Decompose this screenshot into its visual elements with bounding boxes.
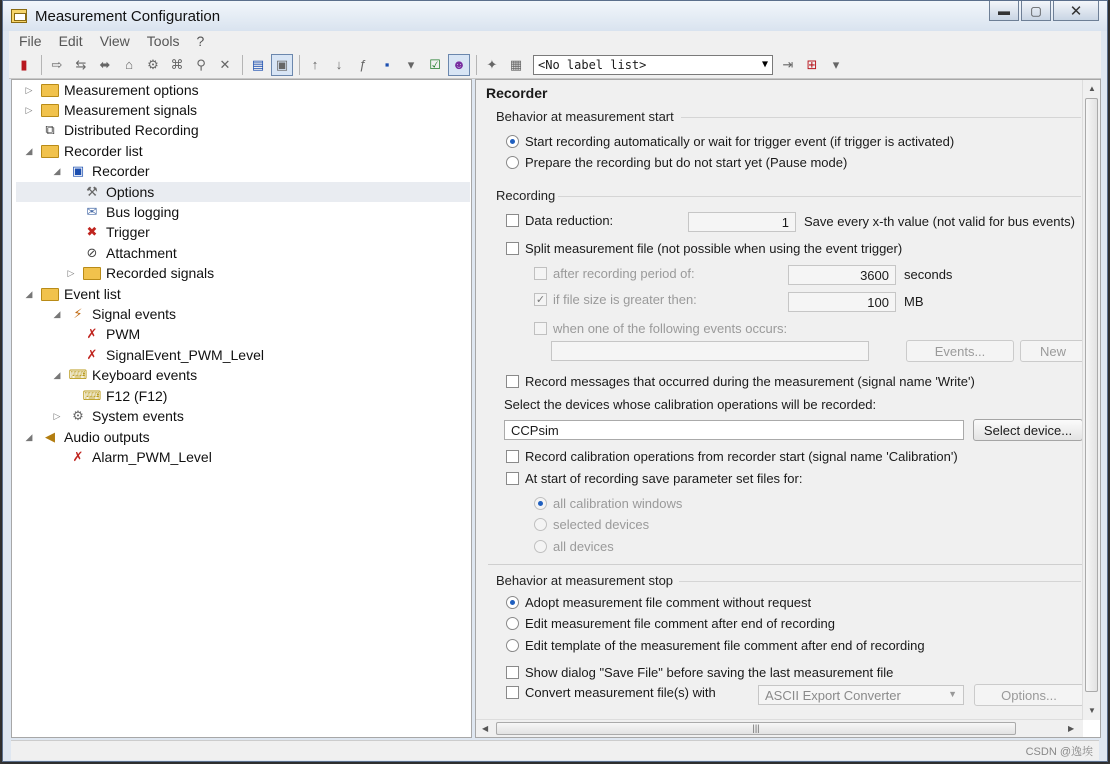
tree-item-distributed-recording[interactable]: [22, 120, 199, 140]
insert-icon[interactable]: ⇨: [51, 56, 63, 72]
events-input[interactable]: [551, 341, 869, 361]
gears-icon: ⚙: [72, 408, 84, 423]
file-size-input[interactable]: 100: [788, 292, 896, 312]
tree-item-label: Trigger: [106, 224, 150, 240]
period-unit: seconds: [904, 267, 953, 282]
tree-item-label: Bus logging: [106, 204, 180, 220]
checkbox[interactable]: [506, 242, 519, 255]
maximize-button[interactable]: ▢: [1021, 1, 1051, 21]
export-icon[interactable]: ⇥: [782, 56, 794, 72]
scroll-up-icon[interactable]: ▲: [1088, 84, 1096, 93]
group-icon[interactable]: ⌂: [125, 57, 133, 72]
option-label: Data reduction:: [525, 213, 614, 228]
watermark: CSDN @逸埃: [1025, 746, 1093, 758]
menu-tools[interactable]: Tools: [146, 33, 180, 49]
collapse-icon[interactable]: ◢: [53, 369, 61, 380]
all-windows-option[interactable]: [534, 496, 682, 511]
option-label: Prepare the recording but do not start yet (Pause mode): [525, 155, 848, 170]
tree-item-attachment[interactable]: [78, 243, 177, 263]
expand-icon[interactable]: ▷: [67, 267, 75, 278]
minimize-button[interactable]: ▬: [989, 1, 1019, 21]
exit-icon[interactable]: ▮: [20, 56, 28, 72]
tree-item-measurement-options[interactable]: [22, 80, 199, 100]
option-label: after recording period of:: [553, 266, 695, 281]
tree-item-label: Distributed Recording: [64, 122, 199, 138]
window-controls: [989, 1, 1099, 21]
toolbar-separator: [242, 55, 243, 75]
tree-item-keyboard-events[interactable]: [50, 365, 197, 385]
recorder-icon: ▣: [71, 163, 85, 178]
scroll-left-icon[interactable]: ◀: [482, 724, 489, 733]
adopt-comment-option[interactable]: [506, 595, 811, 610]
radio-button[interactable]: [534, 540, 547, 553]
radio-button[interactable]: [506, 639, 519, 652]
tree-item-pwm[interactable]: [78, 324, 140, 344]
speaker-off-icon: ✗: [72, 449, 84, 464]
menu-view[interactable]: View: [99, 33, 130, 49]
file-size-unit: MB: [904, 294, 924, 309]
window-title: Measurement Configuration: [35, 7, 221, 25]
option-label: Start recording automatically or wait for trigger event (if trigger is activated): [525, 134, 955, 149]
collapse-icon[interactable]: ◢: [25, 145, 33, 156]
checkbox[interactable]: [506, 686, 519, 699]
menu-file[interactable]: File: [19, 33, 42, 49]
option-label: if file size is greater then:: [553, 292, 697, 307]
option-label: Record messages that occurred during the measurement (signal name 'Write'): [525, 374, 975, 389]
data-reduction-hint: Save every x-th value (not valid for bus events): [804, 214, 1075, 229]
all-devices-option[interactable]: [534, 539, 614, 554]
binoculars-icon[interactable]: ⌘: [170, 56, 184, 72]
option-label: selected devices: [553, 517, 650, 532]
radio-button[interactable]: [506, 135, 519, 148]
menu-help[interactable]: ?: [196, 33, 205, 49]
checkbox[interactable]: [506, 214, 519, 227]
option-label: At start of recording save parameter set files for:: [525, 471, 803, 486]
new-event-button[interactable]: New: [1020, 340, 1083, 362]
start-pause-option[interactable]: [506, 155, 847, 170]
tree-item-bus-logging[interactable]: [78, 202, 179, 222]
tree-item-recorder[interactable]: [50, 161, 150, 181]
options-content: [476, 80, 1083, 720]
signal-view-icon[interactable]: ▣: [271, 54, 293, 76]
speaker-icon: ◀: [45, 429, 55, 444]
scroll-right-icon[interactable]: ▶: [1068, 724, 1075, 733]
move-down-icon[interactable]: ↓: [335, 57, 343, 72]
chevron-down-icon: ▼: [761, 58, 768, 70]
data-reduction-checkbox[interactable]: [506, 213, 613, 228]
collapse-icon[interactable]: ◢: [53, 308, 61, 319]
tree-item-recorded-signals[interactable]: [67, 263, 215, 283]
distributed-icon: ⧉: [45, 122, 55, 137]
tree-item-signal-events[interactable]: [50, 304, 176, 324]
tree-item-event-list[interactable]: [22, 284, 121, 304]
parameter-set-checkbox[interactable]: [506, 471, 802, 486]
record-calibration-checkbox[interactable]: [506, 449, 958, 464]
group-divider: [679, 581, 1081, 582]
checkbox[interactable]: [506, 450, 519, 463]
expand-icon[interactable]: ▷: [25, 84, 33, 95]
start-auto-option[interactable]: [506, 134, 954, 149]
keyboard-icon: ⌨: [68, 367, 88, 382]
close-button[interactable]: ✕: [1053, 1, 1099, 21]
option-label: Edit template of the measurement file comment after end of recording: [525, 638, 925, 653]
scroll-down-icon[interactable]: ▼: [1088, 706, 1096, 715]
events-occur-checkbox[interactable]: [534, 321, 787, 336]
properties-icon[interactable]: ▤: [251, 56, 265, 72]
devices-field[interactable]: CCPsim: [504, 420, 964, 440]
select-device-button[interactable]: Select device...: [973, 419, 1083, 441]
radio-button[interactable]: [506, 596, 519, 609]
folder-icon: [82, 265, 102, 281]
tree-item-alarm-pwm-level[interactable]: [50, 447, 212, 467]
tree-item-label: Measurement options: [64, 82, 199, 98]
tree-item-audio-outputs[interactable]: [22, 427, 150, 447]
radio-button[interactable]: [534, 518, 547, 531]
envelope-icon: ✉: [86, 204, 98, 219]
tree-item-recorder-list[interactable]: [22, 141, 143, 161]
option-label: Adopt measurement file comment without request: [525, 595, 812, 610]
tree-item-f12[interactable]: [78, 386, 167, 406]
expand-icon[interactable]: ▷: [25, 104, 33, 115]
collapse-icon[interactable]: ◢: [25, 288, 33, 299]
page-title: Recorder: [486, 85, 548, 101]
checkbox[interactable]: [534, 322, 547, 335]
signal-events-icon: ⚡: [73, 306, 83, 321]
option-label: Split measurement file (not possible when using the event trigger): [525, 241, 903, 256]
option-label: Edit measurement file comment after end of recording: [525, 616, 835, 631]
delete-icon[interactable]: ✕: [219, 56, 231, 72]
toolbar-separator: [41, 55, 42, 75]
radio-button[interactable]: [506, 156, 519, 169]
tree-options-icon[interactable]: ⊞: [806, 56, 818, 72]
folder-icon: [40, 143, 60, 159]
scrollbar-thumb[interactable]: |||: [496, 722, 1016, 735]
paperclip-icon: ⊘: [86, 245, 98, 260]
checkbox[interactable]: [506, 472, 519, 485]
convert-checkbox[interactable]: [506, 685, 716, 700]
edit-comment-option[interactable]: [506, 616, 835, 631]
label-list-value: <No label list>: [538, 57, 647, 72]
toolbar-separator: [476, 55, 477, 75]
expand-icon[interactable]: ▷: [53, 410, 61, 421]
replace-icon[interactable]: ⇆: [75, 56, 87, 72]
selected-devices-option[interactable]: [534, 517, 649, 532]
start-group-title: Behavior at measurement start: [496, 109, 674, 124]
data-reduction-input[interactable]: 1: [688, 212, 796, 232]
user-icon[interactable]: ☻: [448, 54, 470, 76]
option-label: all calibration windows: [553, 496, 683, 511]
edit-template-option[interactable]: [506, 638, 925, 653]
measurement-configuration-window: [2, 0, 1108, 762]
configuration-tree: [11, 79, 472, 738]
tree-item-signalevent-pwm-level[interactable]: [78, 345, 264, 365]
option-label: when one of the following events occurs:: [553, 321, 788, 336]
event-icon: ✗: [86, 347, 98, 362]
add-label-icon[interactable]: ✦: [486, 56, 498, 72]
checkbox[interactable]: [506, 666, 519, 679]
tree-item-label: SignalEvent_PWM_Level: [106, 347, 264, 363]
chevron-down-icon: ▼: [948, 689, 957, 699]
menu-bar: [9, 31, 1101, 51]
network-icon[interactable]: ⚙: [147, 56, 159, 72]
group-divider: [681, 117, 1081, 118]
folder-icon: [40, 286, 60, 302]
tree-item-label: Audio outputs: [64, 429, 150, 445]
move-icon[interactable]: ⬌: [99, 56, 111, 72]
converter-value: ASCII Export Converter: [765, 687, 901, 703]
tree-item-label: Alarm_PWM_Level: [92, 449, 212, 465]
collapse-icon[interactable]: ◢: [53, 165, 61, 176]
toolbar-separator: [299, 55, 300, 75]
after-period-checkbox[interactable]: [534, 266, 695, 281]
checkbox[interactable]: [506, 375, 519, 388]
show-dialog-checkbox[interactable]: [506, 665, 893, 680]
file-size-checkbox[interactable]: [534, 292, 697, 307]
tree-item-label: Signal events: [92, 306, 177, 322]
label-list-select[interactable]: [533, 55, 773, 75]
tree-item-label: Event list: [64, 286, 121, 302]
function-icon[interactable]: ƒ: [359, 57, 367, 72]
title-bar: [3, 1, 1107, 31]
vertical-scrollbar[interactable]: [1082, 80, 1100, 720]
folder-icon: [40, 82, 60, 98]
trigger-icon: ✖: [86, 224, 98, 239]
tree-item-label: Measurement signals: [64, 102, 198, 118]
save-icon[interactable]: ▪: [384, 57, 390, 72]
folder-icon: [40, 102, 60, 118]
tree-item-label: Recorded signals: [106, 265, 215, 281]
recording-group-title: Recording: [496, 188, 556, 203]
event-icon: ✗: [86, 326, 98, 341]
horizontal-scrollbar[interactable]: [476, 719, 1083, 737]
group-divider: [558, 196, 1081, 197]
split-file-checkbox[interactable]: [506, 241, 902, 256]
tree-item-system-events[interactable]: [50, 406, 184, 426]
tree-item-trigger[interactable]: [78, 222, 150, 242]
magnifier-icon[interactable]: ⚲: [196, 56, 206, 72]
app-icon: [11, 9, 27, 23]
tree-item-label: Recorder: [92, 163, 150, 179]
tree-item-measurement-signals[interactable]: [22, 100, 197, 120]
select-devices-label: Select the devices whose calibration operations will be recorded:: [504, 397, 877, 412]
tree-item-label: Options: [106, 184, 155, 200]
status-bar: [11, 740, 1099, 760]
label-list-icon[interactable]: ▦: [509, 56, 523, 72]
tree-item-options[interactable]: [16, 182, 470, 202]
converter-options-button[interactable]: Options...: [974, 684, 1083, 706]
option-label: Record calibration operations from recorder start (signal name 'Calibration'): [525, 449, 958, 464]
menu-edit[interactable]: Edit: [58, 33, 83, 49]
move-up-icon[interactable]: ↑: [311, 57, 319, 72]
checkbox[interactable]: [534, 293, 547, 306]
section-divider: [488, 564, 1082, 565]
tree-options-dropdown-icon[interactable]: ▾: [832, 56, 840, 72]
keyboard-icon: ⌨: [82, 388, 102, 403]
collapse-icon[interactable]: ◢: [25, 431, 33, 442]
events-button[interactable]: Events...: [906, 340, 1014, 362]
wrench-icon: ⚒: [86, 184, 98, 199]
tree-item-label: System events: [92, 408, 184, 424]
tree-item-label: F12 (F12): [106, 388, 168, 404]
checkbox-icon[interactable]: ☑: [429, 56, 441, 72]
option-label: all devices: [553, 539, 614, 554]
scrollbar-thumb[interactable]: [1085, 98, 1098, 692]
recorder-options-panel: [475, 79, 1101, 738]
record-write-checkbox[interactable]: [506, 374, 975, 389]
tree-item-label: PWM: [106, 326, 141, 342]
period-input[interactable]: 3600: [788, 265, 896, 285]
radio-button[interactable]: [534, 497, 547, 510]
checkbox[interactable]: [534, 267, 547, 280]
tree-item-label: Keyboard events: [92, 367, 198, 383]
option-label: Convert measurement file(s) with: [525, 685, 716, 700]
toolbar: [9, 51, 1101, 79]
stop-group-title: Behavior at measurement stop: [496, 573, 674, 588]
save-dropdown-icon[interactable]: ▾: [407, 56, 415, 72]
tree-item-label: Recorder list: [64, 143, 143, 159]
option-label: Show dialog "Save File" before saving the last measurement file: [525, 665, 894, 680]
converter-select[interactable]: [758, 685, 964, 705]
tree-item-label: Attachment: [106, 245, 177, 261]
radio-button[interactable]: [506, 617, 519, 630]
